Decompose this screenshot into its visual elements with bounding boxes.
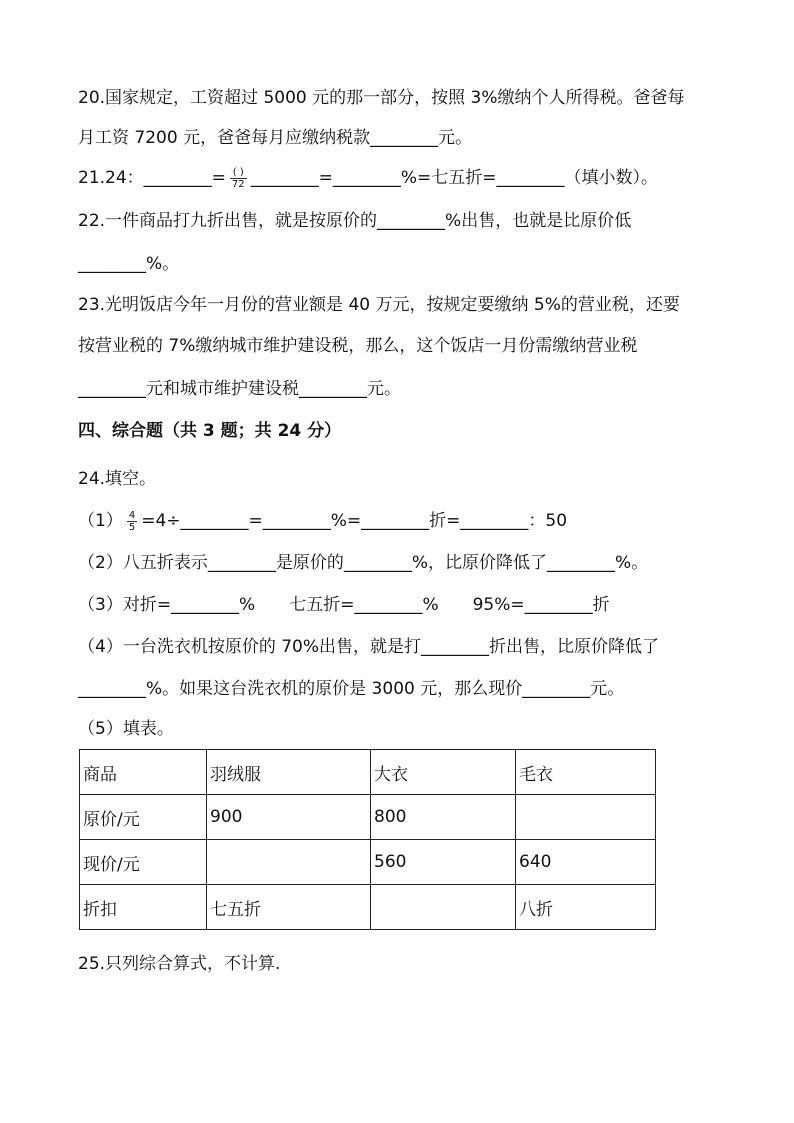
q22-line2: ________%。 [78,254,180,274]
q21-post: ________=________%=七五折=________（填小数）。 [250,168,659,188]
q21 [78,166,658,190]
q21-frac-den: 72 [231,178,245,190]
q24-title: 24.填空。 [78,469,157,489]
q23-line1: 23.光明饭店今年一月份的营业额是 40 万元，按规定要缴纳 5%的营业税，还要 [78,295,680,315]
q23-line2: 按营业税的 7%缴纳城市维护建设税，那么，这个饭店一月份需缴纳营业税 [78,336,638,356]
table-cell: 原价/元 [80,795,207,840]
q24-part2: （2）八五折表示________是原价的________%，比原价降低了________%。 [78,553,649,573]
q20-line1: 20.国家规定，工资超过 5000 元的那一部分，按照 3%缴纳个人所得税。爸爸每 [78,88,685,108]
table-cell: 八折 [516,885,656,930]
q23-line3: ________元和城市维护建设税________元。 [78,379,401,399]
table-cell: 800 [371,795,516,840]
table-cell [207,840,371,885]
q21-frac-num: ( ) [230,167,247,179]
table-cell: 大衣 [371,750,516,795]
q24-part1 [78,509,567,533]
table-cell: 七五折 [207,885,371,930]
table-cell: 羽绒服 [207,750,371,795]
q24-part4-line1: （4）一台洗衣机按原价的 70%出售，就是打________折出售，比原价降低了 [78,637,660,657]
q24-part4-line2: ________%。如果这台洗衣机的原价是 3000 元，那么现价________元。 [78,679,625,699]
table-cell [371,885,516,930]
q24-part3: （3）对折=________% 七五折=________% 95%=________折 [78,595,610,615]
q24-p1-post: =4÷________=________%=________折=________：50 [141,511,568,531]
table-cell: 商品 [80,750,207,795]
table-cell: 640 [516,840,656,885]
q24-part5: （5）填表。 [78,719,174,739]
section-title: 四、综合题（共 3 题；共 24 分） [78,421,342,441]
table-row [80,885,656,930]
q24-p1-fraction [127,510,137,533]
q20-line2: 月工资 7200 元，爸爸每月应缴纳税款________元。 [78,128,473,148]
table-cell [516,795,656,840]
table-row [80,840,656,885]
table-row [80,795,656,840]
q24-p1-frac-num: 4 [128,509,136,521]
q24-p1-frac-den: 5 [128,521,136,533]
q21-pre: 21.24：________= [78,168,226,188]
table-cell: 900 [207,795,371,840]
table-cell: 折扣 [80,885,207,930]
table-cell: 毛衣 [516,750,656,795]
table-cell: 560 [371,840,516,885]
q24-p1-pre: （1） [78,511,123,531]
q21-fraction [230,167,247,190]
table-cell: 现价/元 [80,840,207,885]
table-row [80,750,656,795]
q22-line1: 22.一件商品打九折出售，就是按原价的________%出售，也就是比原价低 [78,211,632,231]
q25-title: 25.只列综合算式，不计算. [78,954,281,974]
fill-table [79,749,656,930]
